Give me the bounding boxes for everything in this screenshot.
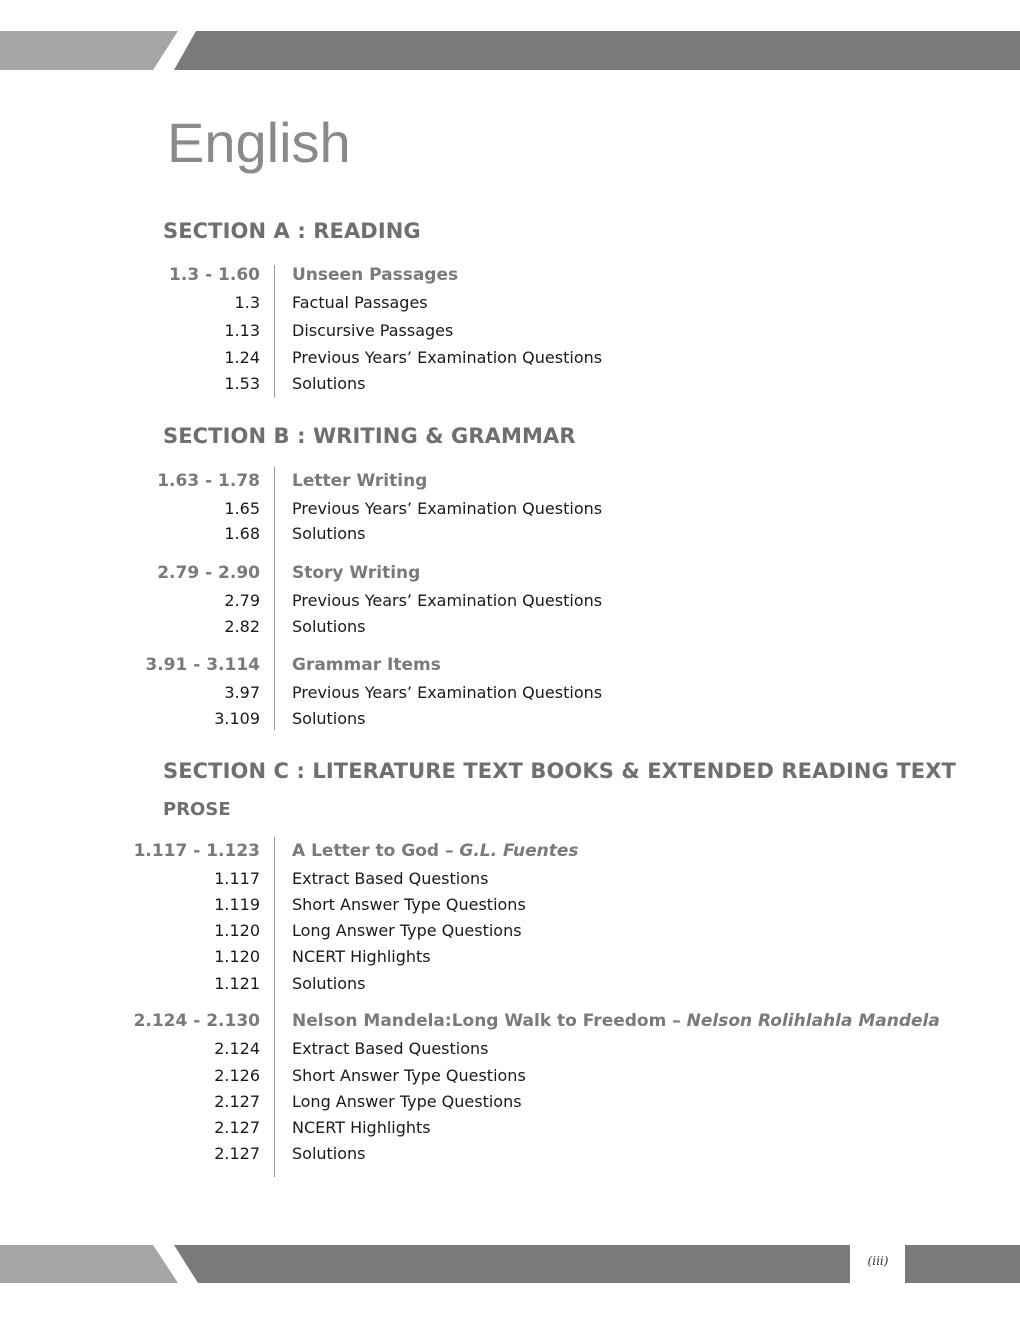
toc-entry[interactable] (0, 709, 1020, 735)
entry-label: Previous Years’ Examination Questions (292, 591, 603, 610)
entry-label: Solutions (292, 524, 366, 543)
toc-entry[interactable] (0, 617, 1020, 643)
toc-entry[interactable] (0, 524, 1020, 550)
section-c-heading: SECTION C : LITERATURE TEXT BOOKS & EXTENDED READING TEXT (163, 759, 956, 783)
entry-label: Short Answer Type Questions (292, 1066, 526, 1085)
group-title: Unseen Passages (292, 265, 459, 285)
toc-entry[interactable] (0, 293, 1020, 319)
page-number: 1.13 (224, 321, 260, 340)
entry-label: Discursive Passages (292, 321, 454, 340)
header-band-dark (174, 31, 1020, 70)
entry-label: Factual Passages (292, 293, 428, 312)
section-b-heading: SECTION B : WRITING & GRAMMAR (163, 424, 576, 448)
toc-group-header[interactable] (0, 655, 1020, 681)
toc-entry[interactable] (0, 683, 1020, 709)
page-number: 1.53 (224, 374, 260, 393)
toc-entry[interactable] (0, 1144, 1020, 1170)
page-number: 1.65 (224, 499, 260, 518)
page-range: 3.91 - 3.114 (145, 655, 260, 675)
toc-entry[interactable] (0, 1039, 1020, 1065)
page-number: 2.124 (214, 1039, 260, 1058)
group-author: G.L. Fuentes (459, 841, 579, 861)
entry-label: Previous Years’ Examination Questions (292, 499, 603, 518)
page-number: 1.121 (214, 974, 260, 993)
page-number: 1.117 (214, 869, 260, 888)
toc-group-header[interactable] (0, 265, 1020, 291)
page-number: 1.120 (214, 947, 260, 966)
entry-label: Solutions (292, 374, 366, 393)
group-title-line (292, 1011, 940, 1031)
entry-label: Extract Based Questions (292, 1039, 489, 1058)
entry-label: Long Answer Type Questions (292, 921, 522, 940)
toc-group-header[interactable] (0, 563, 1020, 589)
toc-entry[interactable] (0, 947, 1020, 973)
page-number: 1.119 (214, 895, 260, 914)
toc-entry[interactable] (0, 974, 1020, 1000)
page-title: English (167, 111, 351, 174)
page-number: 1.120 (214, 921, 260, 940)
entry-label: Solutions (292, 617, 366, 636)
page-number: 1.24 (224, 348, 260, 367)
toc-entry[interactable] (0, 921, 1020, 947)
toc-entry[interactable] (0, 348, 1020, 374)
section-a-heading: SECTION A : READING (163, 219, 421, 243)
page-number: 2.82 (224, 617, 260, 636)
page-range: 1.63 - 1.78 (157, 471, 260, 491)
toc-group-header[interactable] (0, 471, 1020, 497)
entry-label: Extract Based Questions (292, 869, 489, 888)
group-title-line (292, 841, 579, 861)
toc-entry[interactable] (0, 1118, 1020, 1144)
entry-label: Previous Years’ Examination Questions (292, 683, 603, 702)
entry-label: NCERT Highlights (292, 947, 431, 966)
page-number: 1.68 (224, 524, 260, 543)
toc-entry[interactable] (0, 895, 1020, 921)
entry-label: Previous Years’ Examination Questions (292, 348, 603, 367)
group-author: Nelson Rolihlahla Mandela (686, 1011, 940, 1031)
section-c-subheading: PROSE (163, 799, 231, 820)
entry-label: Solutions (292, 709, 366, 728)
toc-entry[interactable] (0, 499, 1020, 525)
group-title: A Letter to God – (292, 841, 460, 861)
page-number: 2.127 (214, 1118, 260, 1137)
group-title: Nelson Mandela:Long Walk to Freedom – (292, 1011, 687, 1031)
page-number: 2.126 (214, 1066, 260, 1085)
footer-band-right (905, 1245, 1020, 1283)
toc-entry[interactable] (0, 1092, 1020, 1118)
toc-entry[interactable] (0, 1066, 1020, 1092)
page-range: 1.3 - 1.60 (169, 265, 260, 285)
toc-group-header[interactable] (0, 1011, 1020, 1037)
page-number: 2.127 (214, 1144, 260, 1163)
page-number: 3.109 (214, 709, 260, 728)
entry-label: Short Answer Type Questions (292, 895, 526, 914)
page-range: 2.124 - 2.130 (133, 1011, 260, 1031)
group-title: Grammar Items (292, 655, 441, 675)
page-number: 1.3 (234, 293, 260, 312)
toc-entry[interactable] (0, 321, 1020, 347)
group-title: Story Writing (292, 563, 421, 583)
entry-label: Solutions (292, 974, 366, 993)
toc-entry[interactable] (0, 591, 1020, 617)
page-number: 2.79 (224, 591, 260, 610)
group-title: Letter Writing (292, 471, 428, 491)
footer-band-dark (174, 1245, 850, 1283)
page-number: (iii) (867, 1254, 889, 1268)
page-range: 2.79 - 2.90 (157, 563, 260, 583)
page-number: 2.127 (214, 1092, 260, 1111)
toc-entry[interactable] (0, 374, 1020, 400)
entry-label: Long Answer Type Questions (292, 1092, 522, 1111)
entry-label: Solutions (292, 1144, 366, 1163)
entry-label: NCERT Highlights (292, 1118, 431, 1137)
header-band-light (0, 31, 178, 70)
toc-group-header[interactable] (0, 841, 1020, 867)
footer-band-light (0, 1245, 178, 1283)
page-range: 1.117 - 1.123 (133, 841, 260, 861)
toc-entry[interactable] (0, 869, 1020, 895)
page-number: 3.97 (224, 683, 260, 702)
